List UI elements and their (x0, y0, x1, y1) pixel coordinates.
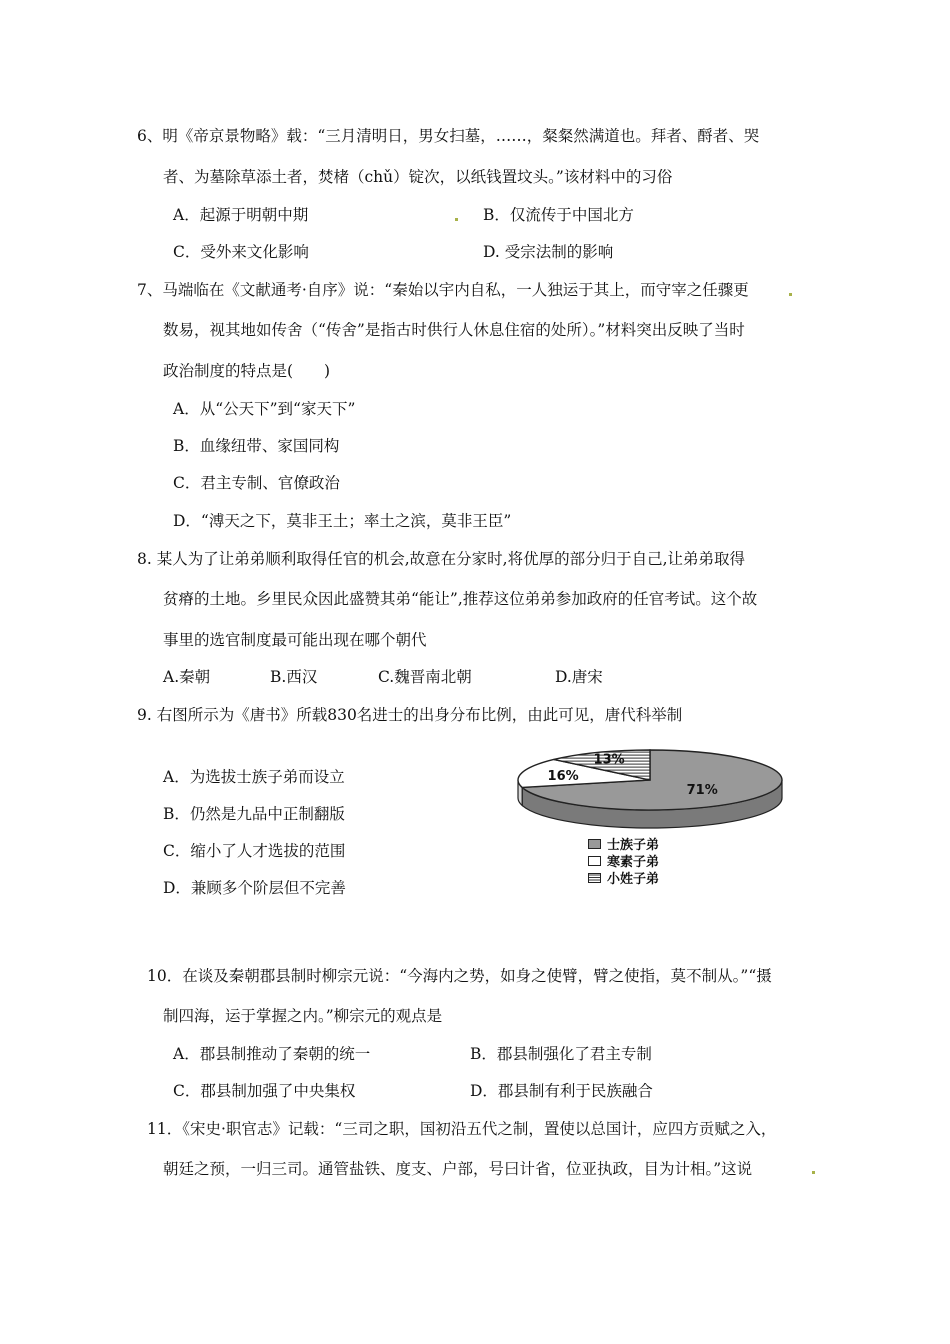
q7-option-d: D．“溥天之下，莫非王土；率土之滨，莫非王臣” (173, 512, 512, 530)
q7-stem-line3: 政治制度的特点是( ) (163, 362, 331, 380)
legend-swatch (588, 873, 601, 883)
q8-option-b: B.西汉 (270, 668, 318, 686)
q8-stem-line2: 贫瘠的土地。乡里民众因此盛赞其弟“能让”,推荐这位弟弟参加政府的任官考试。这个故 (163, 590, 758, 608)
q10-stem-line2: 制四海，运于掌握之内。”柳宗元的观点是 (163, 1007, 443, 1025)
q6-option-c: C．受外来文化影响 (173, 243, 309, 261)
q6-stem-line2: 者、为墓除草添土者，焚楮（chǔ）锭次，以纸钱置坟头。”该材料中的习俗 (163, 168, 673, 186)
stray-mark (812, 1171, 815, 1174)
legend-label: 小姓子弟 (607, 872, 660, 887)
legend-swatch (588, 856, 601, 866)
legend-item-shizu (588, 835, 659, 852)
stray-mark (455, 218, 458, 221)
q6-option-d: D. 受宗法制的影响 (483, 243, 614, 261)
legend-label: 士族子弟 (607, 838, 660, 853)
q8-option-c: C.魏晋南北朝 (378, 668, 472, 686)
q6-option-b: B．仅流传于中国北方 (483, 206, 634, 224)
pie-legend (588, 835, 659, 886)
q9-option-b: B．仍然是九品中正制翻版 (163, 805, 345, 823)
q7-option-c: C．君主专制、官僚政治 (173, 474, 340, 492)
q8-stem-line1: 8. 某人为了让弟弟顺利取得任官的机会,故意在分家时,将优厚的部分归于自己,让弟弟取得 (137, 550, 745, 568)
stray-mark (789, 293, 792, 296)
q10-option-c: C．郡县制加强了中央集权 (173, 1082, 356, 1100)
legend-swatch (588, 839, 601, 849)
q8-stem-line3: 事里的选官制度最可能出现在哪个朝代 (163, 631, 427, 649)
q7-stem-line1: 7、马端临在《文献通考·自序》说：“秦始以宇内自私，一人独运于其上，而守宰之任骤更 (137, 281, 749, 299)
pie-label-2: 13% (593, 752, 625, 768)
pie-label-0: 71% (686, 783, 718, 799)
legend-item-xiaoxing (588, 869, 659, 886)
legend-item-hansu (588, 852, 659, 869)
q6-stem-line1: 6、明《帝京景物略》载：“三月清明日，男女扫墓，……，粲粲然满道也。拜者、酹者、哭 (137, 127, 760, 145)
q8-option-a: A.秦朝 (163, 668, 211, 686)
q10-option-b: B．郡县制强化了君主专制 (470, 1045, 652, 1063)
q8-option-d: D.唐宋 (555, 668, 603, 686)
q9-option-a: A．为选拔士族子弟而设立 (163, 768, 345, 786)
q7-option-a: A．从“公天下”到“家天下” (173, 400, 356, 418)
q9-option-c: C．缩小了人才选拔的范围 (163, 842, 346, 860)
q10-option-a: A．郡县制推动了秦朝的统一 (173, 1045, 371, 1063)
q11-stem-line2: 朝廷之预，一归三司。通管盐铁、度支、户部，号曰计省，位亚执政，目为计相。”这说 (163, 1160, 753, 1178)
q10-option-d: D．郡县制有利于民族融合 (470, 1082, 653, 1100)
q11-stem-line1: 11．《宋史·职官志》记载：“三司之职，国初沿五代之制，置使以总国计，应四方贡赋之入， (147, 1120, 777, 1138)
pie-label-1: 16% (547, 768, 579, 784)
legend-label: 寒素子弟 (607, 855, 660, 870)
q7-option-b: B．血缘纽带、家国同构 (173, 437, 340, 455)
q7-stem-line2: 数易，视其地如传舍（“传舍”是指古时供行人休息住宿的处所）。”材料突出反映了当时 (163, 321, 745, 339)
q6-option-a: A．起源于明朝中期 (173, 206, 309, 224)
q10-stem-line1: 10．在谈及秦朝郡县制时柳宗元说：“今海内之势，如身之使臂，臂之使指，莫不制从。”“摄 (147, 967, 772, 985)
q9-stem-line1: 9. 右图所示为《唐书》所载830名进士的出身分布比例，由此可见，唐代科举制 (137, 706, 683, 724)
q9-option-d: D．兼顾多个阶层但不完善 (163, 879, 346, 897)
